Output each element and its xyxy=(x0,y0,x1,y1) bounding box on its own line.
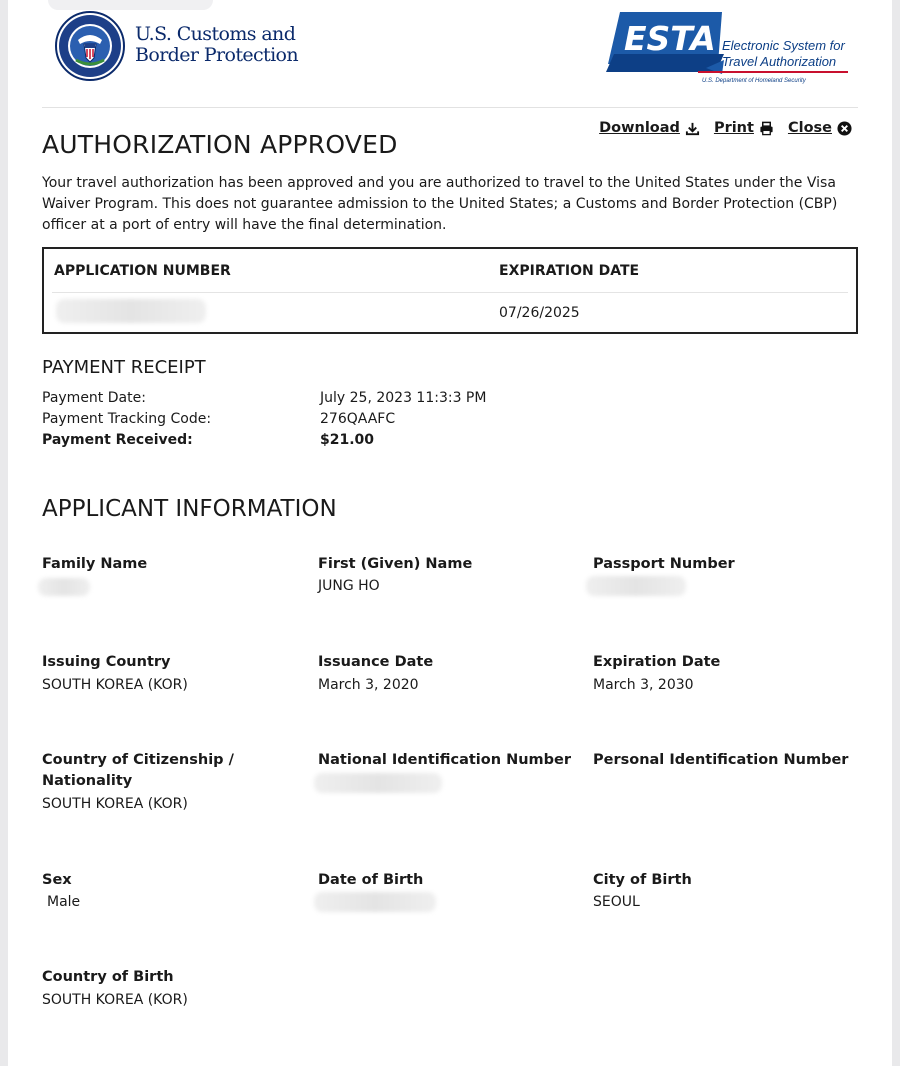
print-icon xyxy=(759,121,774,136)
issuance-date-value: March 3, 2020 xyxy=(318,677,419,693)
esta-tagline-2: Travel Authorization xyxy=(722,54,837,69)
issuance-date-label: Issuance Date xyxy=(318,654,434,670)
table-divider xyxy=(52,292,848,293)
download-link[interactable] xyxy=(599,120,700,136)
personal-id-label: Personal Identification Number xyxy=(593,752,849,768)
citizenship-label xyxy=(42,750,234,792)
family-name-label: Family Name xyxy=(42,556,148,572)
action-links xyxy=(599,120,852,136)
citizenship-value: SOUTH KOREA (KOR) xyxy=(42,796,188,812)
print-link[interactable] xyxy=(714,120,774,136)
agency-line-1: U.S. Customs and xyxy=(135,23,296,45)
close-label: Close xyxy=(787,120,832,136)
sex-label: Sex xyxy=(42,872,72,888)
approval-description: Your travel authorization has been approved and you are authorized to travel to the United States under the Visa Waiver Program. This does not guarantee admission to the United States; a Customs and Border Protection (CBP) officer at a port of entry will have the final determination. xyxy=(42,175,838,233)
dhs-seal-icon xyxy=(54,10,126,82)
agency-line-2: Border Protection xyxy=(135,44,299,66)
page-title: AUTHORIZATION APPROVED xyxy=(42,130,398,159)
citizenship-label-line-1: Country of Citizenship / xyxy=(42,752,234,768)
download-label: Download xyxy=(599,120,680,136)
header-divider xyxy=(42,107,858,108)
expiration-date-value: 07/26/2025 xyxy=(499,305,580,321)
payment-received-value: $21.00 xyxy=(320,432,375,448)
print-label: Print xyxy=(713,120,754,136)
country-of-birth-label: Country of Birth xyxy=(42,969,174,985)
sex-value: Male xyxy=(47,894,81,910)
payment-received-label: Payment Received: xyxy=(42,432,193,448)
payment-tracking-label: Payment Tracking Code: xyxy=(42,411,212,427)
esta-dept: U.S. Department of Homeland Security xyxy=(702,78,806,84)
expiration-date-label: Expiration Date xyxy=(593,654,721,670)
esta-approval-page xyxy=(8,0,892,1066)
payment-tracking-value: 276QAAFC xyxy=(320,411,396,427)
family-name-redacted xyxy=(38,578,90,596)
passport-number-redacted xyxy=(586,576,686,596)
expiration-date-value-applicant: March 3, 2030 xyxy=(593,677,694,693)
issuing-country-label: Issuing Country xyxy=(42,654,171,670)
dob-redacted xyxy=(314,892,436,912)
payment-date-label: Payment Date: xyxy=(42,390,146,406)
payment-date-value: July 25, 2023 11:3:3 PM xyxy=(320,390,487,406)
dob-label: Date of Birth xyxy=(318,872,424,888)
close-icon xyxy=(837,121,852,136)
expiration-date-header: EXPIRATION DATE xyxy=(499,263,640,279)
esta-logo xyxy=(606,10,856,88)
national-id-redacted xyxy=(314,773,442,793)
applicant-information-heading: APPLICANT INFORMATION xyxy=(42,496,337,522)
payment-receipt-heading: PAYMENT RECEIPT xyxy=(42,357,206,378)
first-name-label: First (Given) Name xyxy=(318,556,473,572)
esta-tagline-1: Electronic System for xyxy=(722,38,845,53)
citizenship-label-line-2: Nationality xyxy=(42,773,133,789)
first-name-value: JUNG HO xyxy=(318,578,380,594)
national-id-label: National Identification Number xyxy=(318,752,572,768)
issuing-country-value: SOUTH KOREA (KOR) xyxy=(42,677,188,693)
city-of-birth-value: SEOUL xyxy=(593,894,640,910)
application-number-redacted xyxy=(56,299,206,323)
passport-number-label: Passport Number xyxy=(593,556,735,572)
city-of-birth-label: City of Birth xyxy=(593,872,692,888)
agency-title xyxy=(135,24,298,66)
country-of-birth-value: SOUTH KOREA (KOR) xyxy=(42,992,188,1008)
application-number-header: APPLICATION NUMBER xyxy=(54,263,231,279)
download-icon xyxy=(685,121,700,136)
application-summary xyxy=(42,247,858,334)
browser-tab-remnant xyxy=(48,0,213,10)
esta-word: ESTA xyxy=(624,19,716,58)
close-link[interactable] xyxy=(788,120,852,136)
